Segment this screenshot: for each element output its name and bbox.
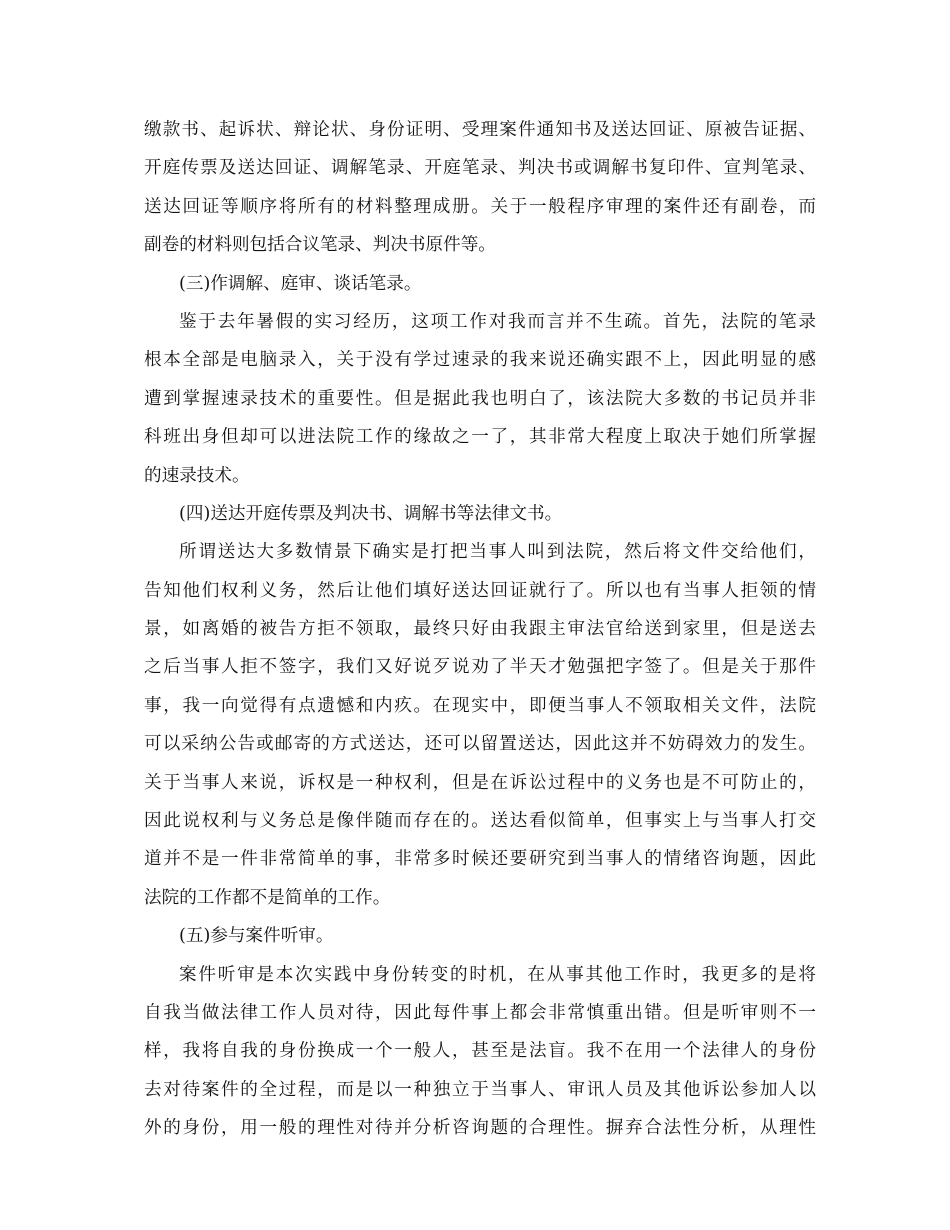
- document-body: [144, 111, 816, 1148]
- text-line: 鉴于去年暑假的实习经历，这项工作对我而言并不生疏。首先，法院的笔录: [179, 311, 816, 332]
- text-line: 科班出身但却可以进法院工作的缘故之一了，其非常大程度上取决于她们所掌握: [144, 427, 816, 448]
- text-line: 样，我将自我的身份换成一个一般人，甚至是法盲。我不在用一个法律人的身份: [144, 1041, 816, 1062]
- section-heading: (五)参与案件听审。: [179, 926, 334, 947]
- text-line: 去对待案件的全过程，而是以一种独立于当事人、审讯人员及其他诉讼参加人以: [144, 1079, 816, 1100]
- text-line: 关于当事人来说，诉权是一种权利，但是在诉讼过程中的义务也是不可防止的，: [144, 772, 816, 793]
- text-line: 因此说权利与义务总是像伴随而存在的。送达看似简单，但事实上与当事人打交: [144, 811, 816, 832]
- text-line: 可以采纳公告或邮寄的方式送达，还可以留置送达，因此这并不妨碍效力的发生。: [144, 734, 816, 755]
- text-line: 所谓送达大多数情景下确实是打把当事人叫到法院，然后将文件交给他们，: [179, 542, 816, 563]
- section-heading: (三)作调解、庭审、谈话笔录。: [179, 273, 422, 294]
- section-heading: (四)送达开庭传票及判决书、调解书等法律文书。: [179, 503, 563, 524]
- text-line: 景，如离婚的被告方拒不领取，最终只好由我跟主审法官给送到家里，但是送去: [144, 619, 816, 640]
- text-line: 道并不是一件非常简单的事，非常多时候还要研究到当事人的情绪咨询题，因此: [144, 849, 816, 870]
- text-line: 的速录技术。: [144, 465, 250, 486]
- text-line: 遭到掌握速录技术的重要性。但是据此我也明白了，该法院大多数的书记员并非: [144, 388, 816, 409]
- text-line: 事，我一向觉得有点遗憾和内疚。在现实中，即便当事人不领取相关文件，法院: [144, 695, 816, 716]
- text-line: 自我当做法律工作人员对待，因此每件事上都会非常慎重出错。但是听审则不一: [144, 1002, 816, 1023]
- text-line: 缴款书、起诉状、辩论状、身份证明、受理案件通知书及送达回证、原被告证据、: [144, 120, 816, 140]
- text-line: 根本全部是电脑录入，关于没有学过速录的我来说还确实跟不上，因此明显的感: [144, 350, 816, 371]
- text-line: 副卷的材料则包括合议笔录、判决书原件等。: [144, 235, 496, 256]
- text-line: 告知他们权利义务，然后让他们填好送达回证就行了。所以也有当事人拒领的情: [144, 580, 816, 601]
- text-line: 外的身份，用一般的理性对待并分析咨询题的合理性。摒弃合法性分析，从理性: [144, 1118, 816, 1139]
- text-line: 之后当事人拒不签字，我们又好说歹说劝了半天才勉强把字签了。但是关于那件: [144, 657, 816, 678]
- text-line: 送达回证等顺序将所有的材料整理成册。关于一般程序审理的案件还有副卷，而: [144, 196, 816, 217]
- text-line: 法院的工作都不是简单的工作。: [144, 887, 391, 908]
- text-line: 开庭传票及送达回证、调解笔录、开庭笔录、判决书或调解书复印件、宣判笔录、: [144, 158, 816, 179]
- text-line: 案件听审是本次实践中身份转变的时机，在从事其他工作时，我更多的是将: [179, 964, 816, 985]
